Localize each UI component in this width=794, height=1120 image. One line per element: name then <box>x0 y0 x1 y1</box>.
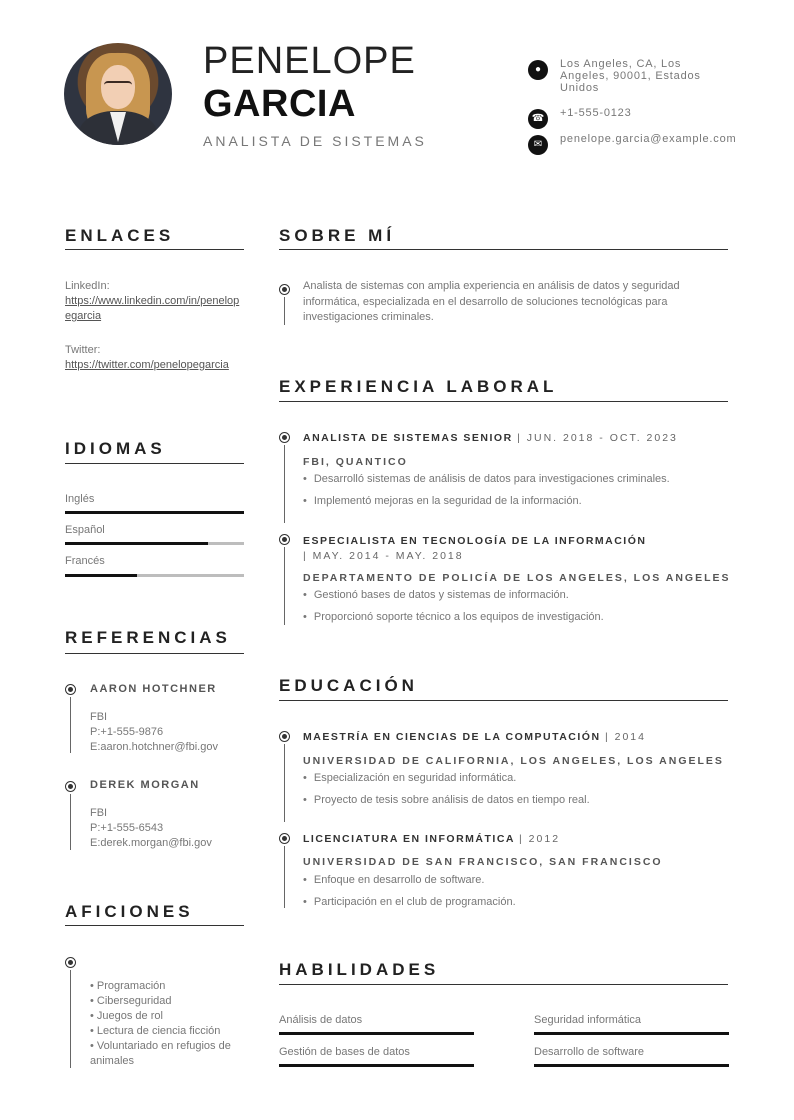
mail-icon: ✉ <box>528 135 548 155</box>
references-title: REFERENCIAS <box>65 628 231 647</box>
reference-details-1 <box>90 710 250 755</box>
reference-email-2: E:derek.morgan@fbi.gov <box>90 837 212 849</box>
education-dot-2 <box>279 833 290 844</box>
experience-line-2 <box>284 547 285 625</box>
skill-label-4: Desarrollo de software <box>534 1046 645 1058</box>
twitter-link[interactable]: https://twitter.com/penelopegarcia <box>65 359 229 371</box>
hobby-item: • Voluntariado en refugios de animales <box>90 1040 231 1067</box>
education-bullet-2a: • Enfoque en desarrollo de software. <box>303 873 484 887</box>
about-line <box>284 297 285 325</box>
education-dot-1 <box>279 731 290 742</box>
last-name: GARCIA <box>203 83 356 125</box>
resume-header <box>0 0 794 190</box>
links-rule <box>65 249 244 250</box>
experience-role-2-dates: | MAY. 2014 - MAY. 2018 <box>303 550 464 562</box>
experience-org-1: FBI, QUANTICO <box>303 456 408 468</box>
about-dot <box>279 284 290 295</box>
education-degree-2-title: LICENCIATURA EN INFORMÁTICA <box>303 833 515 845</box>
education-line-1 <box>284 744 285 822</box>
education-rule <box>279 700 728 701</box>
education-bullet-2b: • Participación en el club de programación. <box>303 895 516 909</box>
experience-role-2-title: ESPECIALISTA EN TECNOLOGÍA DE LA INFORMACIÓN <box>303 535 647 547</box>
skill-label-2: Seguridad informática <box>534 1014 642 1026</box>
skill-bar-4 <box>534 1064 729 1067</box>
links-title: ENLACES <box>65 226 175 245</box>
skill-bar-2 <box>534 1032 729 1035</box>
skills-title: HABILIDADES <box>279 960 440 979</box>
experience-role-2 <box>303 534 723 564</box>
profile-photo <box>64 43 172 145</box>
about-text: Analista de sistemas con amplia experiencia en análisis de datos y seguridad informática, especializada en el desarrollo de soluciones tecnológicas para investigaciones criminales. <box>303 280 680 323</box>
reference-org-2: FBI <box>90 807 108 819</box>
linkedin-link[interactable]: https://www.linkedin.com/in/penelopegarcia <box>65 295 240 322</box>
education-title: EDUCACIÓN <box>279 676 418 695</box>
reference-dot-1 <box>65 684 76 695</box>
reference-name-2: DEREK MORGAN <box>90 779 200 791</box>
spanish-bar-fill <box>65 542 208 545</box>
experience-bullet-1a: • Desarrolló sistemas de análisis de datos para investigaciones criminales. <box>303 472 670 486</box>
experience-bullet-2a: • Gestionó bases de datos y sistemas de información. <box>303 588 569 602</box>
experience-bullet-2b: • Proporcionó soporte técnico a los equipos de investigación. <box>303 610 604 624</box>
hobbies-title: AFICIONES <box>65 902 194 921</box>
references-rule <box>65 653 244 654</box>
language-french: Francés <box>65 555 105 567</box>
education-school-2: UNIVERSIDAD DE SAN FRANCISCO, SAN FRANCISCO <box>303 856 663 868</box>
experience-rule <box>279 401 728 402</box>
education-bullet-1a: • Especialización en seguridad informática. <box>303 771 516 785</box>
link-linkedin-block <box>65 279 244 324</box>
hobbies-line <box>70 970 71 1068</box>
skill-bar-1 <box>279 1032 474 1035</box>
linkedin-label: LinkedIn: <box>65 280 110 292</box>
experience-bullet-1b: • Implementó mejoras en la seguridad de la información. <box>303 494 582 508</box>
first-name: PENELOPE <box>203 40 416 82</box>
education-bullet-1b: • Proyecto de tesis sobre análisis de datos en tiempo real. <box>303 793 590 807</box>
about-title: SOBRE MÍ <box>279 226 396 245</box>
skill-label-3: Gestión de bases de datos <box>279 1046 410 1058</box>
reference-line-2 <box>70 794 71 850</box>
hobby-item: • Ciberseguridad <box>90 995 172 1007</box>
contact-phone <box>528 107 733 129</box>
location-text: Los Angeles, CA, Los Angeles, 90001, Estados Unidos <box>560 58 701 94</box>
education-degree-1-year: | 2014 <box>604 731 646 743</box>
photo-glasses <box>104 81 132 89</box>
hobbies-rule <box>65 925 244 926</box>
experience-role-1 <box>303 432 678 444</box>
education-degree-1 <box>303 731 646 743</box>
education-degree-2-year: | 2012 <box>519 833 561 845</box>
languages-rule <box>65 463 244 464</box>
hobby-item: • Juegos de rol <box>90 1010 163 1022</box>
reference-line-1 <box>70 697 71 753</box>
experience-dot-1 <box>279 432 290 443</box>
location-pin-icon: ● <box>528 60 548 80</box>
reference-dot-2 <box>65 781 76 792</box>
link-twitter-block <box>65 343 244 373</box>
experience-title: EXPERIENCIA LABORAL <box>279 377 558 396</box>
education-degree-2 <box>303 833 560 845</box>
hobby-item: • Programación <box>90 980 166 992</box>
skills-rule <box>279 984 728 985</box>
experience-org-2: DEPARTAMENTO DE POLICÍA DE LOS ANGELES, LOS ANGELES <box>303 572 731 584</box>
french-bar-fill <box>65 574 137 577</box>
phone-icon: ☎ <box>528 109 548 129</box>
experience-line-1 <box>284 445 285 523</box>
reference-email-1: E:aaron.hotchner@fbi.gov <box>90 741 218 753</box>
skill-label-1: Análisis de datos <box>279 1014 363 1026</box>
phone-text: +1-555-0123 <box>560 107 632 119</box>
languages-title: IDIOMAS <box>65 439 166 458</box>
experience-dot-2 <box>279 534 290 545</box>
hobby-item: • Lectura de ciencia ficción <box>90 1025 221 1037</box>
contact-location <box>528 58 733 98</box>
education-school-1: UNIVERSIDAD DE CALIFORNIA, LOS ANGELES, LOS ANGELES <box>303 755 724 767</box>
about-rule <box>279 249 728 250</box>
reference-name-1: AARON HOTCHNER <box>90 683 217 695</box>
reference-org-1: FBI <box>90 711 108 723</box>
education-degree-1-title: MAESTRÍA EN CIENCIAS DE LA COMPUTACIÓN <box>303 731 601 743</box>
education-line-2 <box>284 846 285 908</box>
reference-phone-1: P:+1-555-9876 <box>90 726 164 738</box>
twitter-label: Twitter: <box>65 344 101 356</box>
job-title: ANALISTA DE SISTEMAS <box>203 133 427 149</box>
experience-role-1-title: ANALISTA DE SISTEMAS SENIOR <box>303 432 513 444</box>
reference-details-2 <box>90 806 250 851</box>
experience-role-1-dates: | JUN. 2018 - OCT. 2023 <box>517 432 678 444</box>
hobbies-list <box>90 979 250 1069</box>
skill-bar-3 <box>279 1064 474 1067</box>
contact-email <box>528 133 737 163</box>
hobbies-dot <box>65 957 76 968</box>
email-text: penelope.garcia@example.com <box>560 133 737 145</box>
language-english: Inglés <box>65 493 95 505</box>
language-spanish: Español <box>65 524 105 536</box>
english-bar-fill <box>65 511 244 514</box>
reference-phone-2: P:+1-555-6543 <box>90 822 164 834</box>
